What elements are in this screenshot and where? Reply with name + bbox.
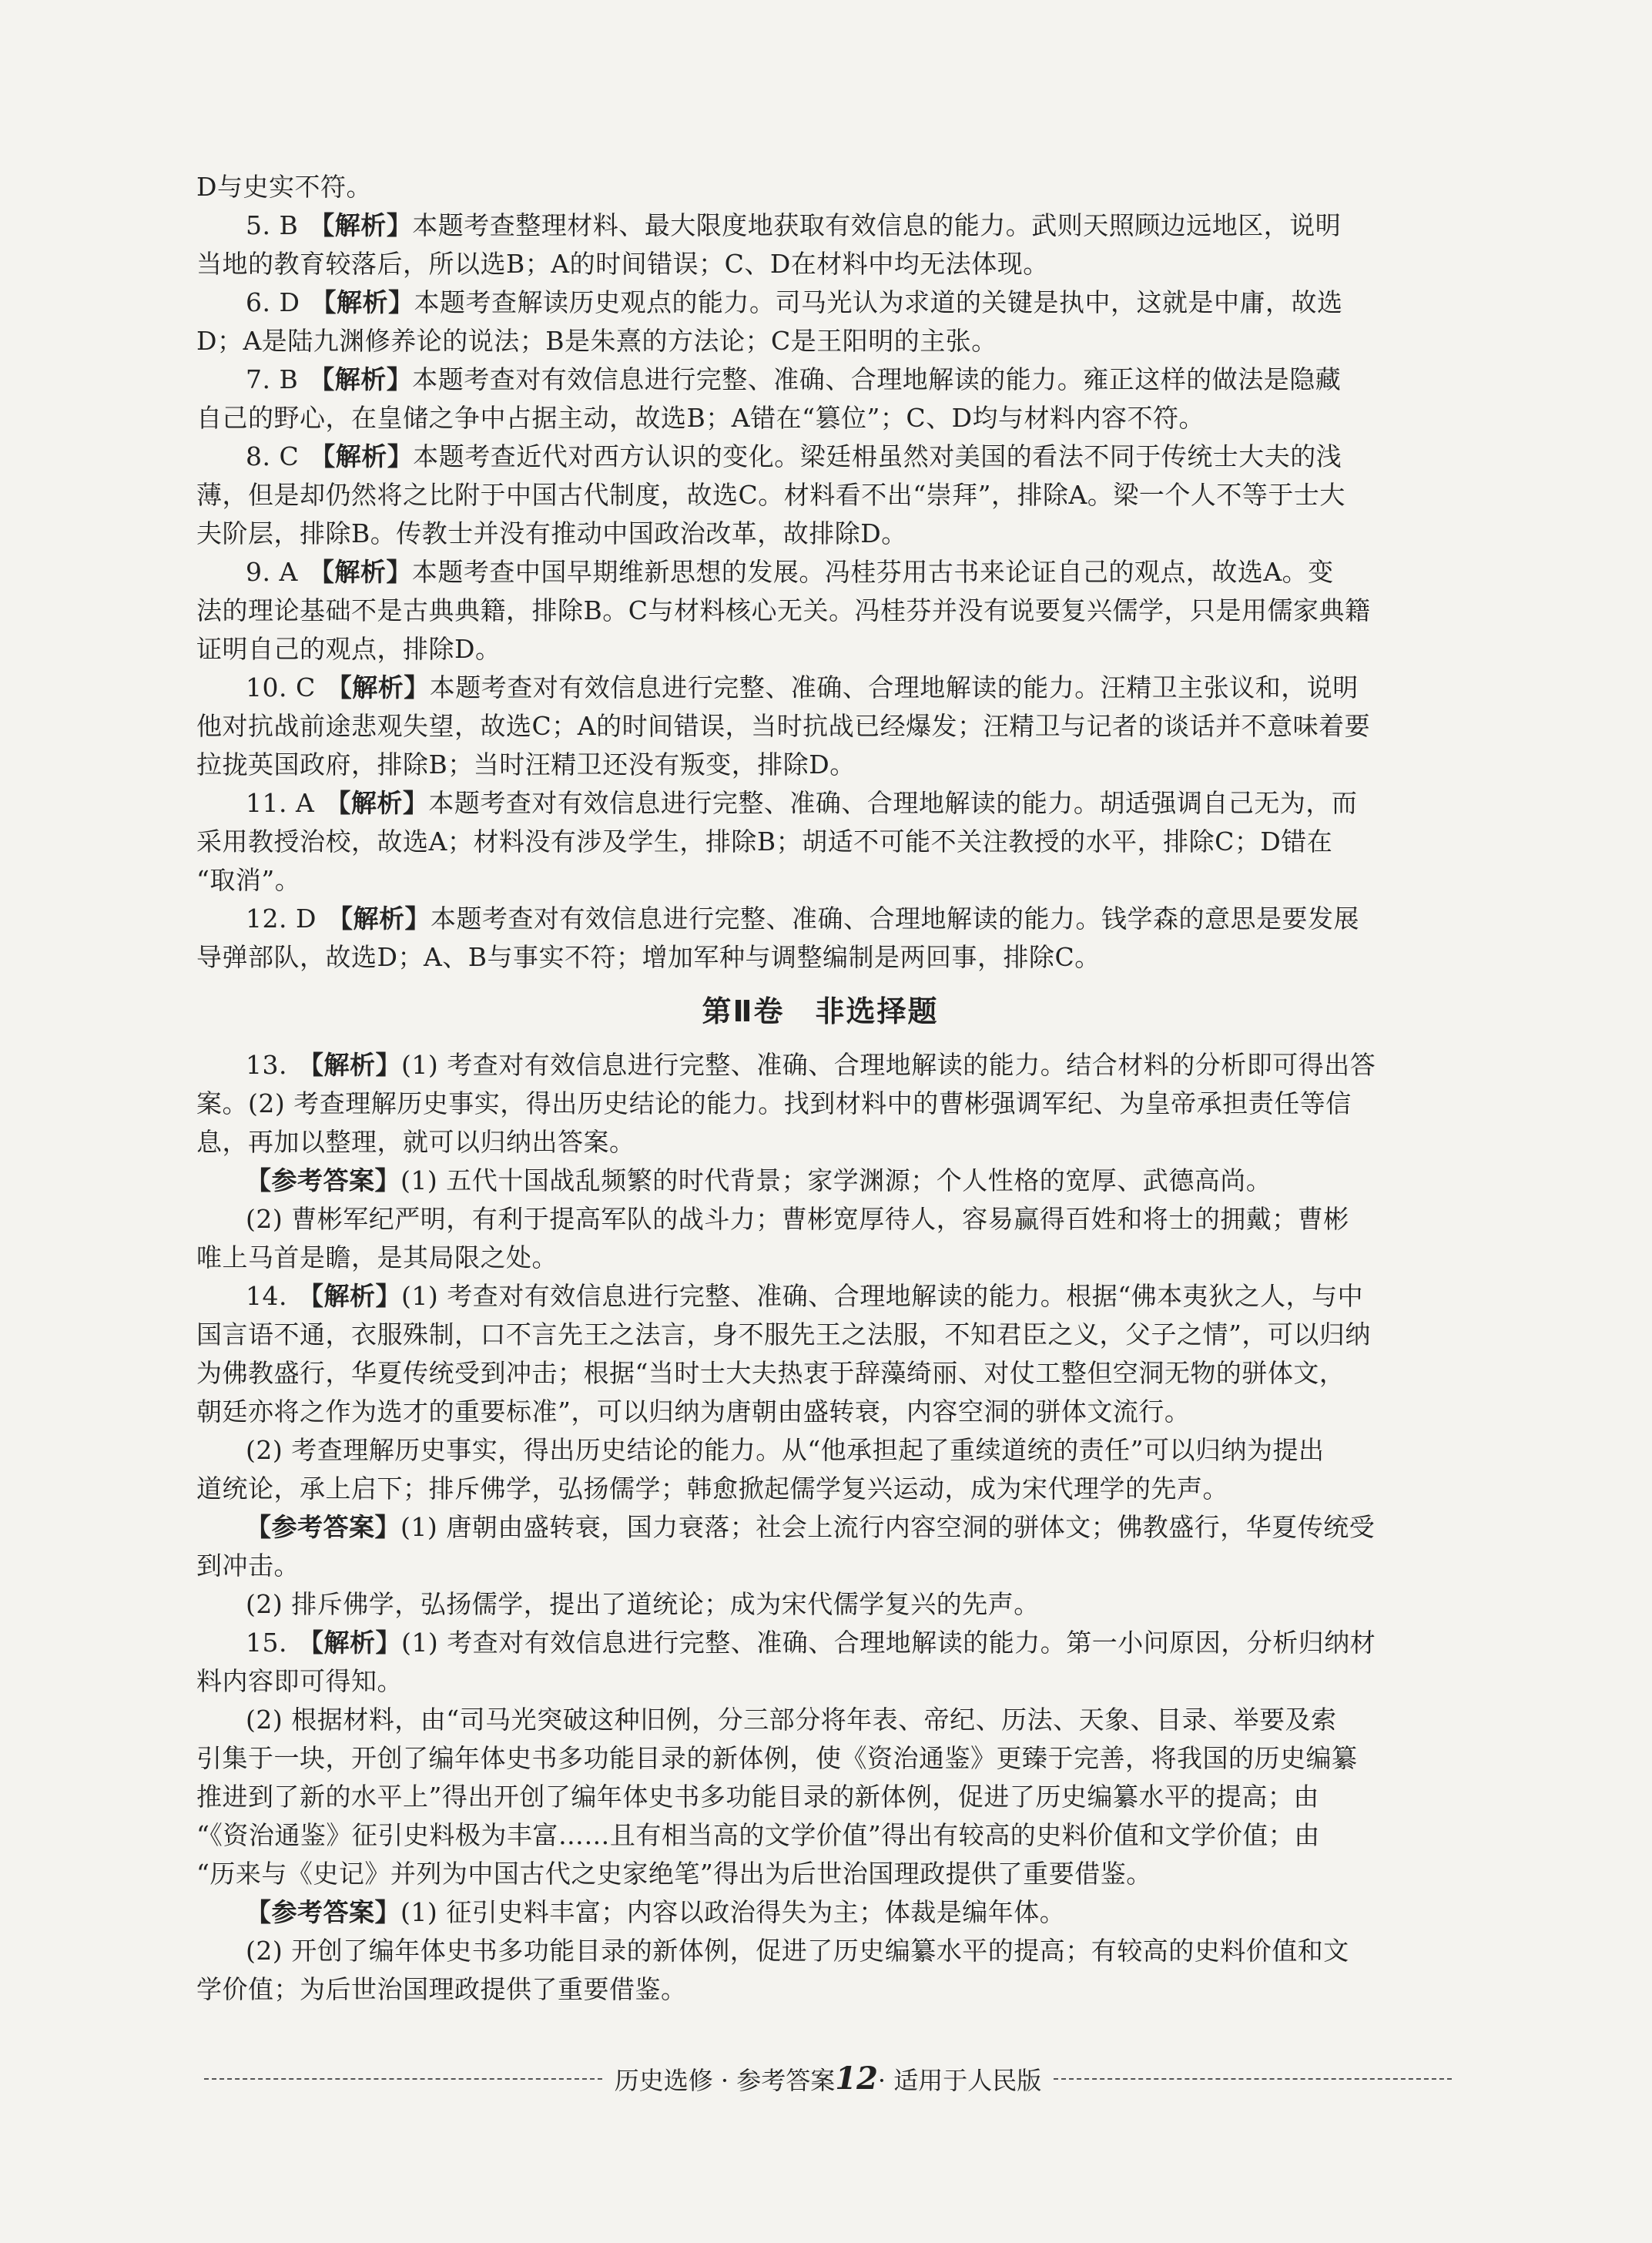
- analysis-tag: 【解析】: [326, 672, 430, 702]
- text-line: [196, 900, 1444, 938]
- line-text: (2) 开创了编年体史书多功能目录的新体例，促进了历史编纂水平的提高；有较高的史料价值和文: [246, 1936, 1349, 1966]
- text-line: [196, 283, 1444, 322]
- line-text: 证明自己的观点，排除D。: [196, 634, 501, 664]
- text-line: [196, 784, 1444, 823]
- text-line: [196, 1046, 1444, 1085]
- line-text: (1) 考查对有效信息进行完整、准确、合理地解读的能力。结合材料的分析即可得出答: [400, 1050, 1376, 1080]
- question-number: 11. A: [246, 788, 315, 818]
- text-line: [196, 1893, 1444, 1932]
- text-line: [196, 669, 1444, 707]
- analysis-tag: 【解析】: [309, 210, 413, 240]
- section-title: 第Ⅱ卷 非选择题: [702, 994, 939, 1028]
- text-line: [196, 1431, 1444, 1470]
- text-line: [196, 360, 1444, 399]
- line-text: 本题考查解读历史观点的能力。司马光认为求道的关键是执中，这就是中庸，故选: [414, 287, 1343, 317]
- text-line: [196, 1393, 1444, 1431]
- text-line: [196, 476, 1444, 515]
- answer-block-nonchoice: [196, 1046, 1444, 2009]
- question-number: 9. A: [246, 557, 298, 587]
- question-number: 14.: [246, 1281, 287, 1311]
- line-text: (1) 五代十国战乱频繁的时代背景；家学渊源；个人性格的宽厚、武德高尚。: [400, 1165, 1272, 1195]
- text-line: [196, 1701, 1444, 1739]
- line-text: 夫阶层，排除B。传教士并没有推动中国政治改革，故排除D。: [196, 518, 907, 548]
- line-text: 本题考查近代对西方认识的变化。梁廷枏虽然对美国的看法不同于传统士大夫的浅: [413, 441, 1342, 471]
- text-line: [196, 322, 1444, 360]
- line-text: (2) 考查理解历史事实，得出历史结论的能力。从“他承担起了重续道统的责任”可以归纳为提出: [246, 1435, 1325, 1465]
- text-line: [196, 1316, 1444, 1354]
- footer-edition: · 适用于人民版: [877, 2066, 1042, 2095]
- text-line: [196, 553, 1444, 592]
- text-line: [196, 1816, 1444, 1855]
- line-text: 本题考查对有效信息进行完整、准确、合理地解读的能力。雍正这样的做法是隐藏: [412, 364, 1342, 394]
- text-line: [196, 1970, 1444, 2009]
- line-text: 引集于一块，开创了编年体史书多功能目录的新体例，使《资治通鉴》更臻于完善，将我国的历史编纂: [196, 1743, 1358, 1773]
- line-text: 为佛教盛行，华夏传统受到冲击；根据“当时士大夫热衷于辞藻绮丽、对仗工整但空洞无物的骈体文，: [196, 1358, 1345, 1388]
- line-text: (1) 征引史料丰富；内容以政治得失为主；体裁是编年体。: [400, 1897, 1066, 1927]
- question-number: 5. B: [246, 210, 299, 240]
- line-text: 法的理论基础不是古典典籍，排除B。C与材料核心无关。冯桂芬并没有说要复兴儒学，只是用儒家典籍: [196, 595, 1371, 625]
- line-text: 到冲击。: [196, 1551, 300, 1581]
- line-text: D与史实不符。: [196, 172, 372, 202]
- line-text: (1) 考查对有效信息进行完整、准确、合理地解读的能力。根据“佛本夷狄之人，与中: [400, 1281, 1364, 1311]
- text-line: [196, 707, 1444, 746]
- line-text: “取消”。: [196, 865, 301, 895]
- text-line: [196, 1470, 1444, 1508]
- line-text: “历来与《史记》并列为中国古代之史家绝笔”得出为后世治国理政提供了重要借鉴。: [196, 1859, 1152, 1889]
- line-text: (2) 曹彬军纪严明，有利于提高军队的战斗力；曹彬宽厚待人，容易赢得百姓和将士的拥戴；曹彬: [246, 1204, 1349, 1234]
- line-text: “《资治通鉴》征引史料极为丰富……且有相当高的文学价值”得出有较高的史料价值和文学价值；由: [196, 1820, 1320, 1850]
- text-line: [196, 206, 1444, 245]
- line-text: 唯上马首是瞻，是其局限之处。: [196, 1242, 558, 1272]
- answer-page: [196, 168, 1444, 2009]
- text-line: [196, 1855, 1444, 1893]
- line-text: 导弹部队，故选D；A、B与事实不符；增加军种与调整编制是两回事，排除C。: [196, 942, 1101, 972]
- text-line: [196, 168, 1444, 206]
- text-line: [196, 630, 1444, 669]
- question-number: 15.: [246, 1628, 287, 1658]
- analysis-tag: 【解析】: [297, 1281, 401, 1311]
- analysis-tag: 【参考答案】: [246, 1512, 400, 1542]
- footer-label: [615, 2060, 1042, 2097]
- line-text: (2) 根据材料，由“司马光突破这种旧例，分三部分将年表、帝纪、历法、天象、目录、举要及索: [246, 1705, 1337, 1735]
- line-text: 案。(2) 考查理解历史事实，得出历史结论的能力。找到材料中的曹彬强调军纪、为皇帝承担责任等信: [196, 1088, 1352, 1118]
- text-line: [196, 1778, 1444, 1816]
- answer-block-choice: [196, 168, 1444, 977]
- text-line: [196, 1354, 1444, 1393]
- text-line: [196, 1239, 1444, 1277]
- line-text: 推进到了新的水平上”得出开创了编年体史书多功能目录的新体例，促进了历史编纂水平的提高；由: [196, 1782, 1319, 1812]
- question-number: 6. D: [246, 287, 300, 317]
- text-line: [196, 1662, 1444, 1701]
- text-line: [196, 1123, 1444, 1162]
- analysis-tag: 【解析】: [297, 1050, 401, 1080]
- analysis-tag: 【参考答案】: [246, 1165, 400, 1195]
- line-text: 本题考查对有效信息进行完整、准确、合理地解读的能力。钱学森的意思是要发展: [430, 904, 1359, 934]
- text-line: [196, 1585, 1444, 1624]
- text-line: [196, 746, 1444, 784]
- analysis-tag: 【解析】: [309, 364, 413, 394]
- question-number: 10. C: [246, 672, 316, 702]
- line-text: (1) 考查对有效信息进行完整、准确、合理地解读的能力。第一小问原因，分析归纳材: [400, 1628, 1376, 1658]
- analysis-tag: 【解析】: [310, 287, 414, 317]
- page-number: 12: [835, 2060, 878, 2097]
- text-line: [196, 1200, 1444, 1239]
- text-line: [196, 1624, 1444, 1662]
- text-line: [196, 1162, 1444, 1200]
- line-text: 本题考查对有效信息进行完整、准确、合理地解读的能力。胡适强调自己无为，而: [428, 788, 1358, 818]
- analysis-tag: 【解析】: [327, 904, 431, 934]
- line-text: 料内容即可得知。: [196, 1666, 403, 1696]
- text-line: [196, 245, 1444, 283]
- line-text: 道统论，承上启下；排斥佛学，弘扬儒学；韩愈掀起儒学复兴运动，成为宋代理学的先声。: [196, 1474, 1228, 1504]
- text-line: [196, 1739, 1444, 1778]
- line-text: 采用教授治校，故选A；材料没有涉及学生，排除B；胡适不可能不关注教授的水平，排除C；D错在: [196, 826, 1333, 857]
- line-text: 本题考查对有效信息进行完整、准确、合理地解读的能力。汪精卫主张议和，说明: [429, 672, 1359, 702]
- line-text: 朝廷亦将之作为选才的重要标准”，可以归纳为唐朝由盛转衰，内容空洞的骈体文流行。: [196, 1396, 1191, 1427]
- question-number: 7. B: [246, 364, 299, 394]
- footer-divider-right: [1054, 2078, 1452, 2080]
- line-text: 自己的野心，在皇储之争中占据主动，故选B；A错在“篡位”；C、D均与材料内容不符。: [196, 403, 1205, 433]
- line-text: 当地的教育较落后，所以选B；A的时间错误；C、D在材料中均无法体现。: [196, 249, 1049, 279]
- line-text: 本题考查整理材料、最大限度地获取有效信息的能力。武则天照顾边远地区，说明: [412, 210, 1342, 240]
- analysis-tag: 【解析】: [310, 441, 414, 471]
- text-line: [196, 1085, 1444, 1123]
- text-line: [196, 823, 1444, 861]
- line-text: 息，再加以整理，就可以归纳出答案。: [196, 1127, 635, 1157]
- footer-subject: 历史选修 · 参考答案: [614, 2066, 836, 2095]
- line-text: 本题考查中国早期维新思想的发展。冯桂芬用古书来论证自己的观点，故选A。变: [411, 557, 1334, 587]
- line-text: 薄，但是却仍然将之比附于中国古代制度，故选C。材料看不出“崇拜”，排除A。梁一个人不等于士大: [196, 480, 1345, 510]
- line-text: 学价值；为后世治国理政提供了重要借鉴。: [196, 1974, 687, 2004]
- text-line: [196, 399, 1444, 438]
- text-line: [196, 938, 1444, 977]
- text-line: [196, 1508, 1444, 1547]
- line-text: 拉拢英国政府，排除B；当时汪精卫还没有叛变，排除D。: [196, 749, 856, 780]
- question-number: 8. C: [246, 441, 300, 471]
- question-number: 12. D: [246, 904, 317, 934]
- text-line: [196, 438, 1444, 476]
- text-line: [196, 1547, 1444, 1585]
- footer-divider-left: [204, 2078, 602, 2080]
- analysis-tag: 【解析】: [325, 788, 429, 818]
- text-line: [196, 1277, 1444, 1316]
- analysis-tag: 【解析】: [297, 1628, 401, 1658]
- line-text: 他对抗战前途悲观失望，故选C；A的时间错误，当时抗战已经爆发；汪精卫与记者的谈话并不意味着要: [196, 711, 1371, 741]
- question-number: 13.: [246, 1050, 287, 1080]
- line-text: (2) 排斥佛学，弘扬儒学，提出了道统论；成为宋代儒学复兴的先声。: [246, 1589, 1040, 1619]
- text-line: [196, 861, 1444, 900]
- analysis-tag: 【参考答案】: [246, 1897, 400, 1927]
- page-footer: [204, 2060, 1452, 2097]
- text-line: [196, 515, 1444, 553]
- text-line: [196, 1932, 1444, 1970]
- line-text: D；A是陆九渊修养论的说法；B是朱熹的方法论；C是王阳明的主张。: [196, 326, 997, 356]
- text-line: [196, 592, 1444, 630]
- line-text: (1) 唐朝由盛转衰，国力衰落；社会上流行内容空洞的骈体文；佛教盛行，华夏传统受: [400, 1512, 1376, 1542]
- analysis-tag: 【解析】: [308, 557, 412, 587]
- line-text: 国言语不通，衣服殊制，口不言先王之法言，身不服先王之法服，不知君臣之义，父子之情”，可以归纳: [196, 1319, 1371, 1349]
